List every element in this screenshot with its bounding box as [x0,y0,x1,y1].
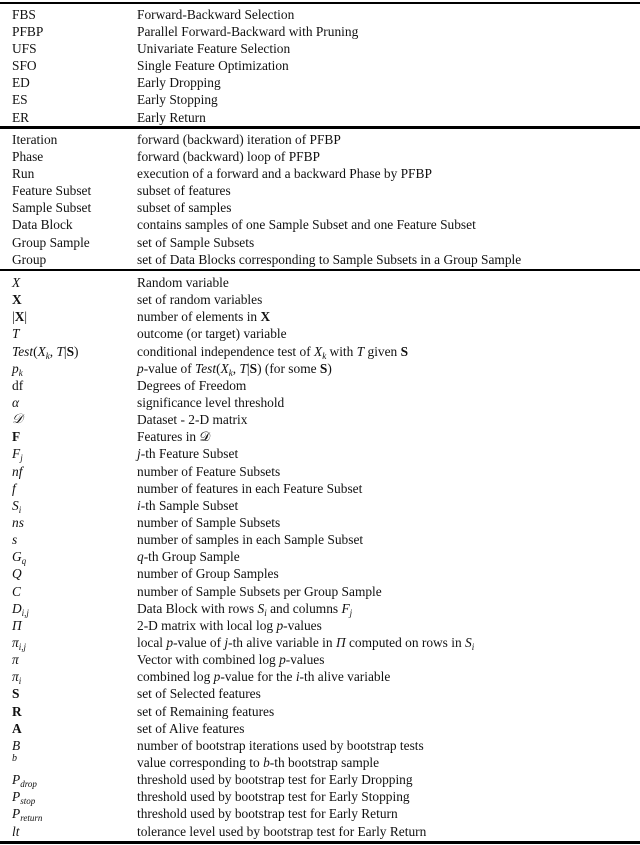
table-row [0,74,640,91]
definition: Early Stopping [137,92,218,108]
definition: Data Block with rows $S_i$ and columns $F_j$ [137,600,353,618]
symbol: |X| [12,309,28,325]
symbol: Π [12,617,22,633]
symbol: $S_i$ [12,497,22,515]
table-row [0,377,640,394]
term: Feature Subset [12,183,92,199]
term: ED [12,75,30,91]
table-row [0,109,640,126]
symbol: B [12,737,21,753]
definition: Early Dropping [137,75,221,91]
table-row [0,411,640,428]
table-row [0,720,640,737]
definition: number of Sample Subsets [137,514,281,530]
symbol: $Test(X_k$, T|S) [12,343,79,361]
symbol: $G_q$ [12,549,27,567]
definition: Features in 𝒟 [137,429,211,445]
table-row [0,514,640,531]
symbol: $D_{i,j}$ [12,600,29,618]
symbol: $P_{return}$ [12,806,43,824]
definition: execution of a forward and a backward Phase by PFBP [137,166,432,182]
table-row [0,531,640,548]
table-row [0,771,640,788]
symbol: R [12,703,22,719]
definition: value corresponding to b-th bootstrap sample [137,754,380,770]
table-row [0,6,640,23]
table-top-rule [0,2,640,4]
table-row [0,737,640,754]
symbol: X [12,275,21,290]
table-row [0,685,640,702]
term: Group [12,251,47,267]
definition: number of samples in each Sample Subset [137,532,364,548]
symbol: f [12,480,16,496]
term: ER [12,109,30,125]
table-row [0,445,640,462]
term: FBS [12,7,36,22]
symbol: α [12,394,20,410]
table-row [0,343,640,360]
table-row [0,91,640,108]
symbol: $F_j$ [12,446,23,464]
definition: number of bootstrap iterations used by bootstrap tests [137,737,424,753]
table-row [0,234,640,251]
definition: number of Group Samples [137,566,279,582]
term: Phase [12,149,44,165]
table-row [0,251,640,268]
table-row [0,165,640,182]
symbol: $p_k$ [12,360,23,378]
term: PFBP [12,24,44,40]
table-bottom-rule [0,841,640,844]
definition: forward (backward) loop of PFBP [137,149,320,165]
terms-section [0,131,640,268]
table-row [0,600,640,617]
abbreviations-section [0,6,640,126]
term: Data Block [12,217,73,233]
definition: tolerance level used by bootstrap test for Early Return [137,823,427,839]
definition: Early Return [137,109,206,125]
definition: j-th Feature Subset [137,446,239,462]
definition: Random variable [137,275,229,290]
definition: contains samples of one Sample Subset and one Feature Subset [137,217,476,233]
table-row [0,131,640,148]
symbol: C [12,583,21,599]
symbol: π [12,652,19,668]
definition: threshold used by bootstrap test for Early Stopping [137,789,410,805]
definition: Forward-Backward Selection [137,7,295,22]
definition: q-th Group Sample [137,549,240,565]
table-row [0,548,640,565]
table-row [0,428,640,445]
table-row [0,148,640,165]
definition: 2-D matrix with local log p-values [137,617,322,633]
table-row [0,23,640,40]
symbol: df [12,377,24,393]
definition: threshold used by bootstrap test for Early Dropping [137,772,413,788]
definition: Vector with combined log p-values [137,652,325,668]
table-row [0,199,640,216]
symbol: S [12,686,20,702]
table-row [0,308,640,325]
definition: number of Feature Subsets [137,463,281,479]
table-row [0,565,640,582]
definition: set of Sample Subsets [137,234,255,250]
definition: set of Selected features [137,686,261,702]
table-row [0,583,640,600]
symbol: s [12,532,18,548]
table-row [0,274,640,291]
table-row [0,497,640,514]
table-row [0,823,640,840]
notation-section [0,274,640,840]
term: Group Sample [12,234,90,250]
table-row [0,480,640,497]
definition: conditional independence test of $X_k$ with T given S [137,343,409,361]
symbol: T [12,326,20,342]
symbol: X [12,292,22,308]
symbol: $\pi_{i,j}$ [12,634,26,652]
table-row [0,216,640,233]
definition: number of elements in X [137,309,271,325]
definition: significance level threshold [137,394,285,410]
definition: subset of samples [137,200,232,216]
table-row [0,651,640,668]
symbol: $\pi_i$ [12,669,22,687]
table-row [0,57,640,74]
definition: subset of features [137,183,231,199]
term: Iteration [12,132,58,147]
term: SFO [12,58,37,74]
table-row [0,703,640,720]
term: Run [12,166,35,182]
table-row [0,40,640,57]
section-rule [0,126,640,129]
term: UFS [12,41,37,57]
symbol: lt [12,823,20,839]
table-row [0,291,640,308]
symbol: nf [12,463,23,479]
definition: Single Feature Optimization [137,58,289,74]
term: Sample Subset [12,200,92,216]
symbol: $P_{stop}$ [12,789,36,807]
table-row [0,394,640,411]
symbol: b [12,752,17,764]
definition: outcome (or target) variable [137,326,287,342]
definition: number of features in each Feature Subset [137,480,363,496]
definition: Univariate Feature Selection [137,41,291,57]
definition: set of Data Blocks corresponding to Sample Subsets in a Group Sample [137,251,522,267]
table-row [0,668,640,685]
definition: combined log p-value for the i-th alive variable [137,669,391,685]
table-row [0,182,640,199]
table-row [0,788,640,805]
symbol: 𝒟 [12,412,23,428]
table-row [0,805,640,822]
definition: set of Remaining features [137,703,275,719]
definition: Dataset - 2-D matrix [137,412,248,428]
table-row [0,325,640,342]
section-rule [0,269,640,271]
table-row [0,463,640,480]
term: ES [12,92,28,108]
symbol: A [12,720,22,736]
definition: number of Sample Subsets per Group Sample [137,583,382,599]
symbol: F [12,429,21,445]
table-row [0,754,640,771]
definition: Degrees of Freedom [137,377,247,393]
symbol: Q [12,566,22,582]
definition: Parallel Forward-Backward with Pruning [137,24,359,40]
definition: forward (backward) iteration of PFBP [137,132,341,147]
table-row [0,634,640,651]
definition: p-value of $Test(X_k$, T|S) (for some S) [137,360,332,378]
symbol: ns [12,514,24,530]
definition: threshold used by bootstrap test for Early Return [137,806,398,822]
definition: set of Alive features [137,720,245,736]
symbol: $P_{drop}$ [12,772,37,790]
table-row [0,617,640,634]
table-row [0,360,640,377]
definition: set of random variables [137,292,263,308]
definition: i-th Sample Subset [137,497,239,513]
definition: local p-value of j-th alive variable in Π computed on rows in $S_i$ [137,634,475,652]
